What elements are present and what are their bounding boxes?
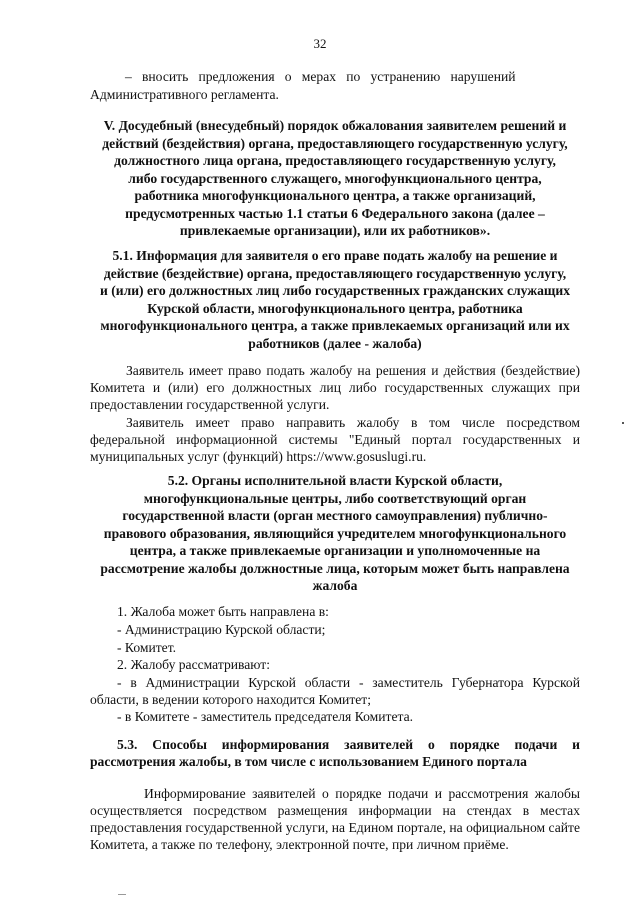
section-5-1-title-line: работников (далее - жалоба)	[248, 335, 422, 351]
section-5-2-title-line: жалоба	[312, 578, 358, 593]
section-5-1-paragraph-2: Заявитель имеет право направить жалобу в том числе посредством федеральной информационной системы "Единый портал государственных и муниципальных услуг (функций) https://www.gosuslugi.ru.	[90, 415, 580, 464]
section-5-2-title-line: 5.2. Органы исполнительной власти Курской области,	[167, 473, 503, 488]
section-5-2-title-line: рассмотрение жалобы должностные лица, которым может быть направлена	[100, 560, 570, 576]
appeal-reviewers-heading: 2. Жалобу рассматривают:	[117, 657, 270, 672]
intro-line-2: Административного регламента.	[90, 87, 279, 102]
section-5-title	[60, 117, 610, 240]
scan-speck	[622, 422, 624, 424]
section-5-1-title-line: 5.1. Информация для заявителя о его праве подать жалобу на решение и	[112, 248, 558, 263]
appeal-reviewer-administration: - в Администрации Курской области - заместитель Губернатора Курской области, в ведении которого находится Комитет;	[90, 675, 580, 707]
section-5-title-line: работника многофункционального центра, а также организаций,	[134, 188, 536, 203]
section-5-2-title-line: многофункциональные центры, либо соответствующий орган	[143, 490, 527, 506]
section-5-3-title-line-2: рассмотрения жалобы, в том числе с использованием Единого портала	[90, 754, 527, 769]
section-5-2-title	[60, 472, 610, 595]
section-5-1-paragraph-1: Заявитель имеет право подать жалобу на решения и действия (бездействие) Комитета и (или) его должностных лиц либо государственных служащих при предоставлении государственной услуги.	[90, 363, 580, 412]
section-5-2-title-line: правового образования, являющийся учредителем многофункционального	[103, 525, 567, 541]
appeal-recipient-administration: - Администрацию Курской области;	[117, 622, 326, 637]
intro-line-1: – вносить предложения о мерах по устранению нарушений	[125, 69, 516, 84]
page-number: 32	[313, 36, 327, 51]
section-5-1-title-line: действие (бездействие) органа, предоставляющего государственную услугу,	[103, 265, 567, 281]
section-5-3-title-line-1: 5.3. Способы информирования заявителей о порядке подачи и	[117, 737, 580, 752]
appeal-recipient-committee: - Комитет.	[117, 640, 177, 655]
section-5-title-line: должностного лица органа, предоставляющего государственную услугу,	[114, 153, 556, 168]
section-5-title-line: либо государственного служащего, многофункционального центра,	[128, 170, 542, 186]
appeal-recipients-heading: 1. Жалоба может быть направлена в:	[117, 604, 329, 619]
section-5-title-line: V. Досудебный (внесудебный) порядок обжалования заявителем решений и	[103, 118, 567, 133]
section-5-1-title-line: и (или) его должностных лиц либо государственных гражданских служащих	[100, 283, 570, 298]
section-5-1-title-line: многофункционального центра, а также привлекаемых организаций или их	[100, 318, 570, 333]
section-5-title-line: предусмотренных частью 1.1 статьи 6 Федерального закона (далее –	[125, 205, 545, 221]
scan-speck	[118, 894, 126, 895]
section-5-2-title-line: государственной власти (орган местного самоуправления) публично-	[122, 508, 548, 523]
section-5-1-title-line: Курской области, многофункционального центра, работника	[147, 300, 523, 316]
section-5-title-line: действий (бездействия) органа, предоставляющего государственную услугу,	[102, 135, 568, 151]
section-5-3-paragraph: Информирование заявителей о порядке подачи и рассмотрения жалобы осуществляется посредством размещения информации на стендах в местах предоставления государственной услуги, на Едином портале, на официальном сайте Комитета, а также по телефону, электронной почте, при личном приёме.	[90, 786, 580, 852]
section-5-2-title-line: центра, а также привлекаемые организации и уполномоченные на	[129, 543, 541, 558]
section-5-1-title	[60, 247, 610, 352]
appeal-reviewer-committee: - в Комитете - заместитель председателя Комитета.	[117, 709, 414, 724]
section-5-title-line: привлекаемые организации), или их работников».	[179, 223, 491, 238]
